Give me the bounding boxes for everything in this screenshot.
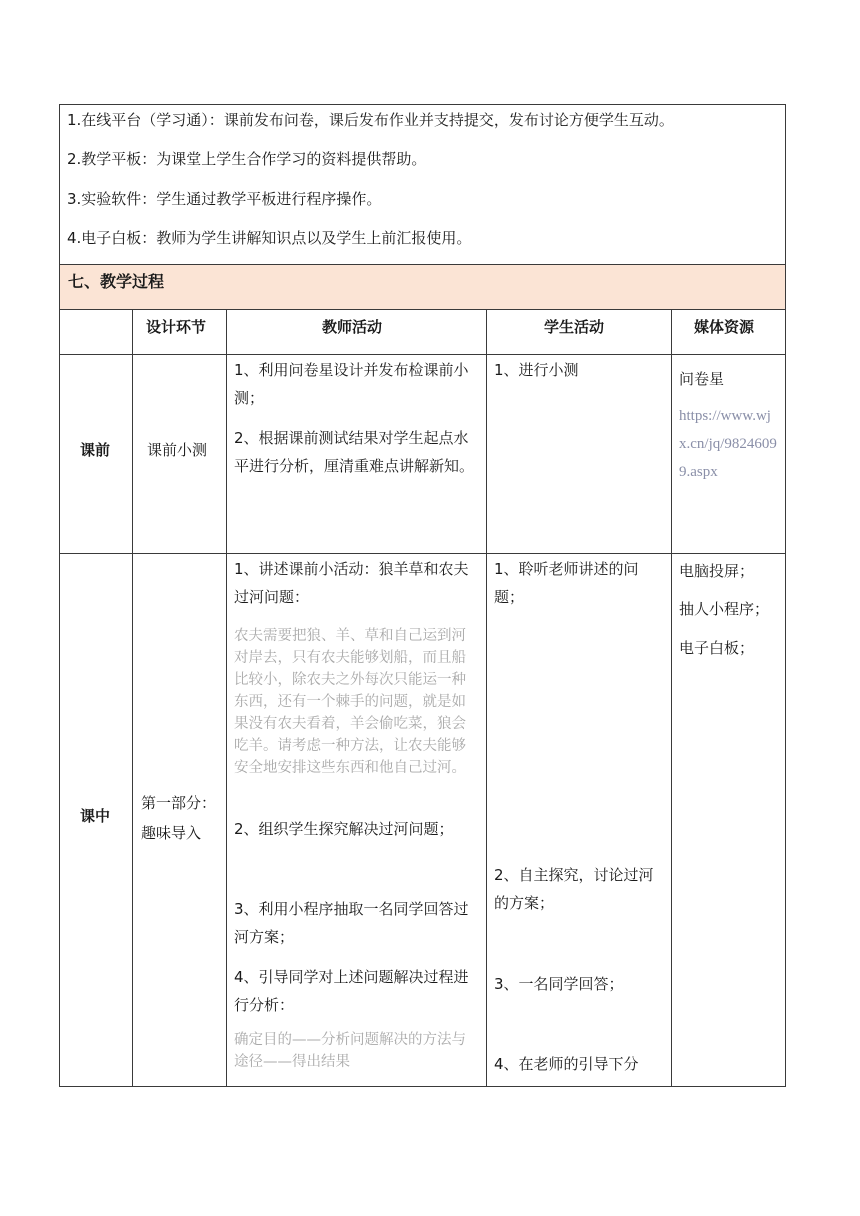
column-divider — [132, 309, 133, 1087]
media-random-picker: 抽人小程序； — [679, 600, 770, 618]
section-title: 七、教学过程 — [68, 272, 165, 291]
teacher-activity-1: 1、利用问卷星设计并发布检课前小测； — [234, 361, 469, 407]
student-activity-listen: 1、聆听老师讲述的问题； — [494, 560, 639, 606]
header-design-step: 设计环节 — [146, 318, 207, 336]
summary-text: 确定目的——分析问题解决的方法与途径——得出结果 — [234, 1032, 466, 1070]
teacher-activity-pick: 3、利用小程序抽取一名同学回答过河方案； — [234, 900, 469, 946]
resource-item-3: 3.实验软件：学生通过教学平板进行程序操作。 — [67, 190, 382, 208]
header-teacher-activity: 教师活动 — [322, 318, 383, 336]
media-wenjuanxing: 问卷星 — [679, 370, 725, 388]
teacher-activity-intro: 1、讲述课前小活动：狼羊草和农夫过河问题： — [234, 560, 469, 606]
header-media: 媒体资源 — [694, 318, 755, 336]
divider — [59, 354, 786, 355]
teacher-activity-2: 2、根据课前测试结果对学生起点水平进行分析，厘清重难点讲解新知。 — [234, 429, 475, 475]
resource-item-4: 4.电子白板：教师为学生讲解知识点以及学生上前汇报使用。 — [67, 229, 472, 247]
step-pre-quiz: 课前小测 — [147, 441, 208, 459]
column-divider — [671, 309, 672, 1087]
resource-item-1: 1.在线平台（学习通）：课前发布问卷，课后发布作业并支持提交，发布讨论方便学生互动。 — [67, 111, 674, 129]
student-activity-quiz: 1、进行小测 — [494, 361, 579, 379]
column-divider — [226, 309, 227, 1087]
media-whiteboard: 电子白板； — [679, 639, 755, 657]
media-screen-share: 电脑投屏； — [679, 562, 755, 580]
step-fun-intro: 第一部分：趣味导入 — [141, 794, 217, 842]
story-text: 农夫需要把狼、羊、草和自己运到河对岸去，只有农夫能够划船，而且船比较小，除农夫之外每次只能运一种东西，还有一个棘手的问题，就是如果没有农夫看着，羊会偷吃菜，狼会吃羊。请考虑一种方法，让农夫能够安全地安排这些东西和他自己过河。 — [234, 628, 466, 776]
header-student-activity: 学生活动 — [544, 318, 605, 336]
student-activity-answer: 3、一名同学回答； — [494, 975, 624, 993]
teacher-activity-analyze: 4、引导同学对上述问题解决过程进行分析： — [234, 968, 469, 1014]
student-activity-guided: 4、在老师的引导下分 — [494, 1055, 639, 1073]
section-header-bg — [60, 265, 785, 309]
teacher-activity-explore: 2、组织学生探究解决过河问题； — [234, 820, 454, 838]
student-activity-discuss: 2、自主探究，讨论过河的方案； — [494, 866, 654, 912]
resource-item-2: 2.教学平板：为课堂上学生合作学习的资料提供帮助。 — [67, 150, 427, 168]
column-divider — [486, 309, 487, 1087]
divider — [59, 309, 786, 310]
stage-label-pre-class: 课前 — [80, 441, 111, 459]
divider — [59, 553, 786, 554]
stage-label-in-class: 课中 — [80, 807, 111, 825]
survey-link[interactable]: https://www.wjx.cn/jq/98246099.aspx — [679, 408, 777, 480]
